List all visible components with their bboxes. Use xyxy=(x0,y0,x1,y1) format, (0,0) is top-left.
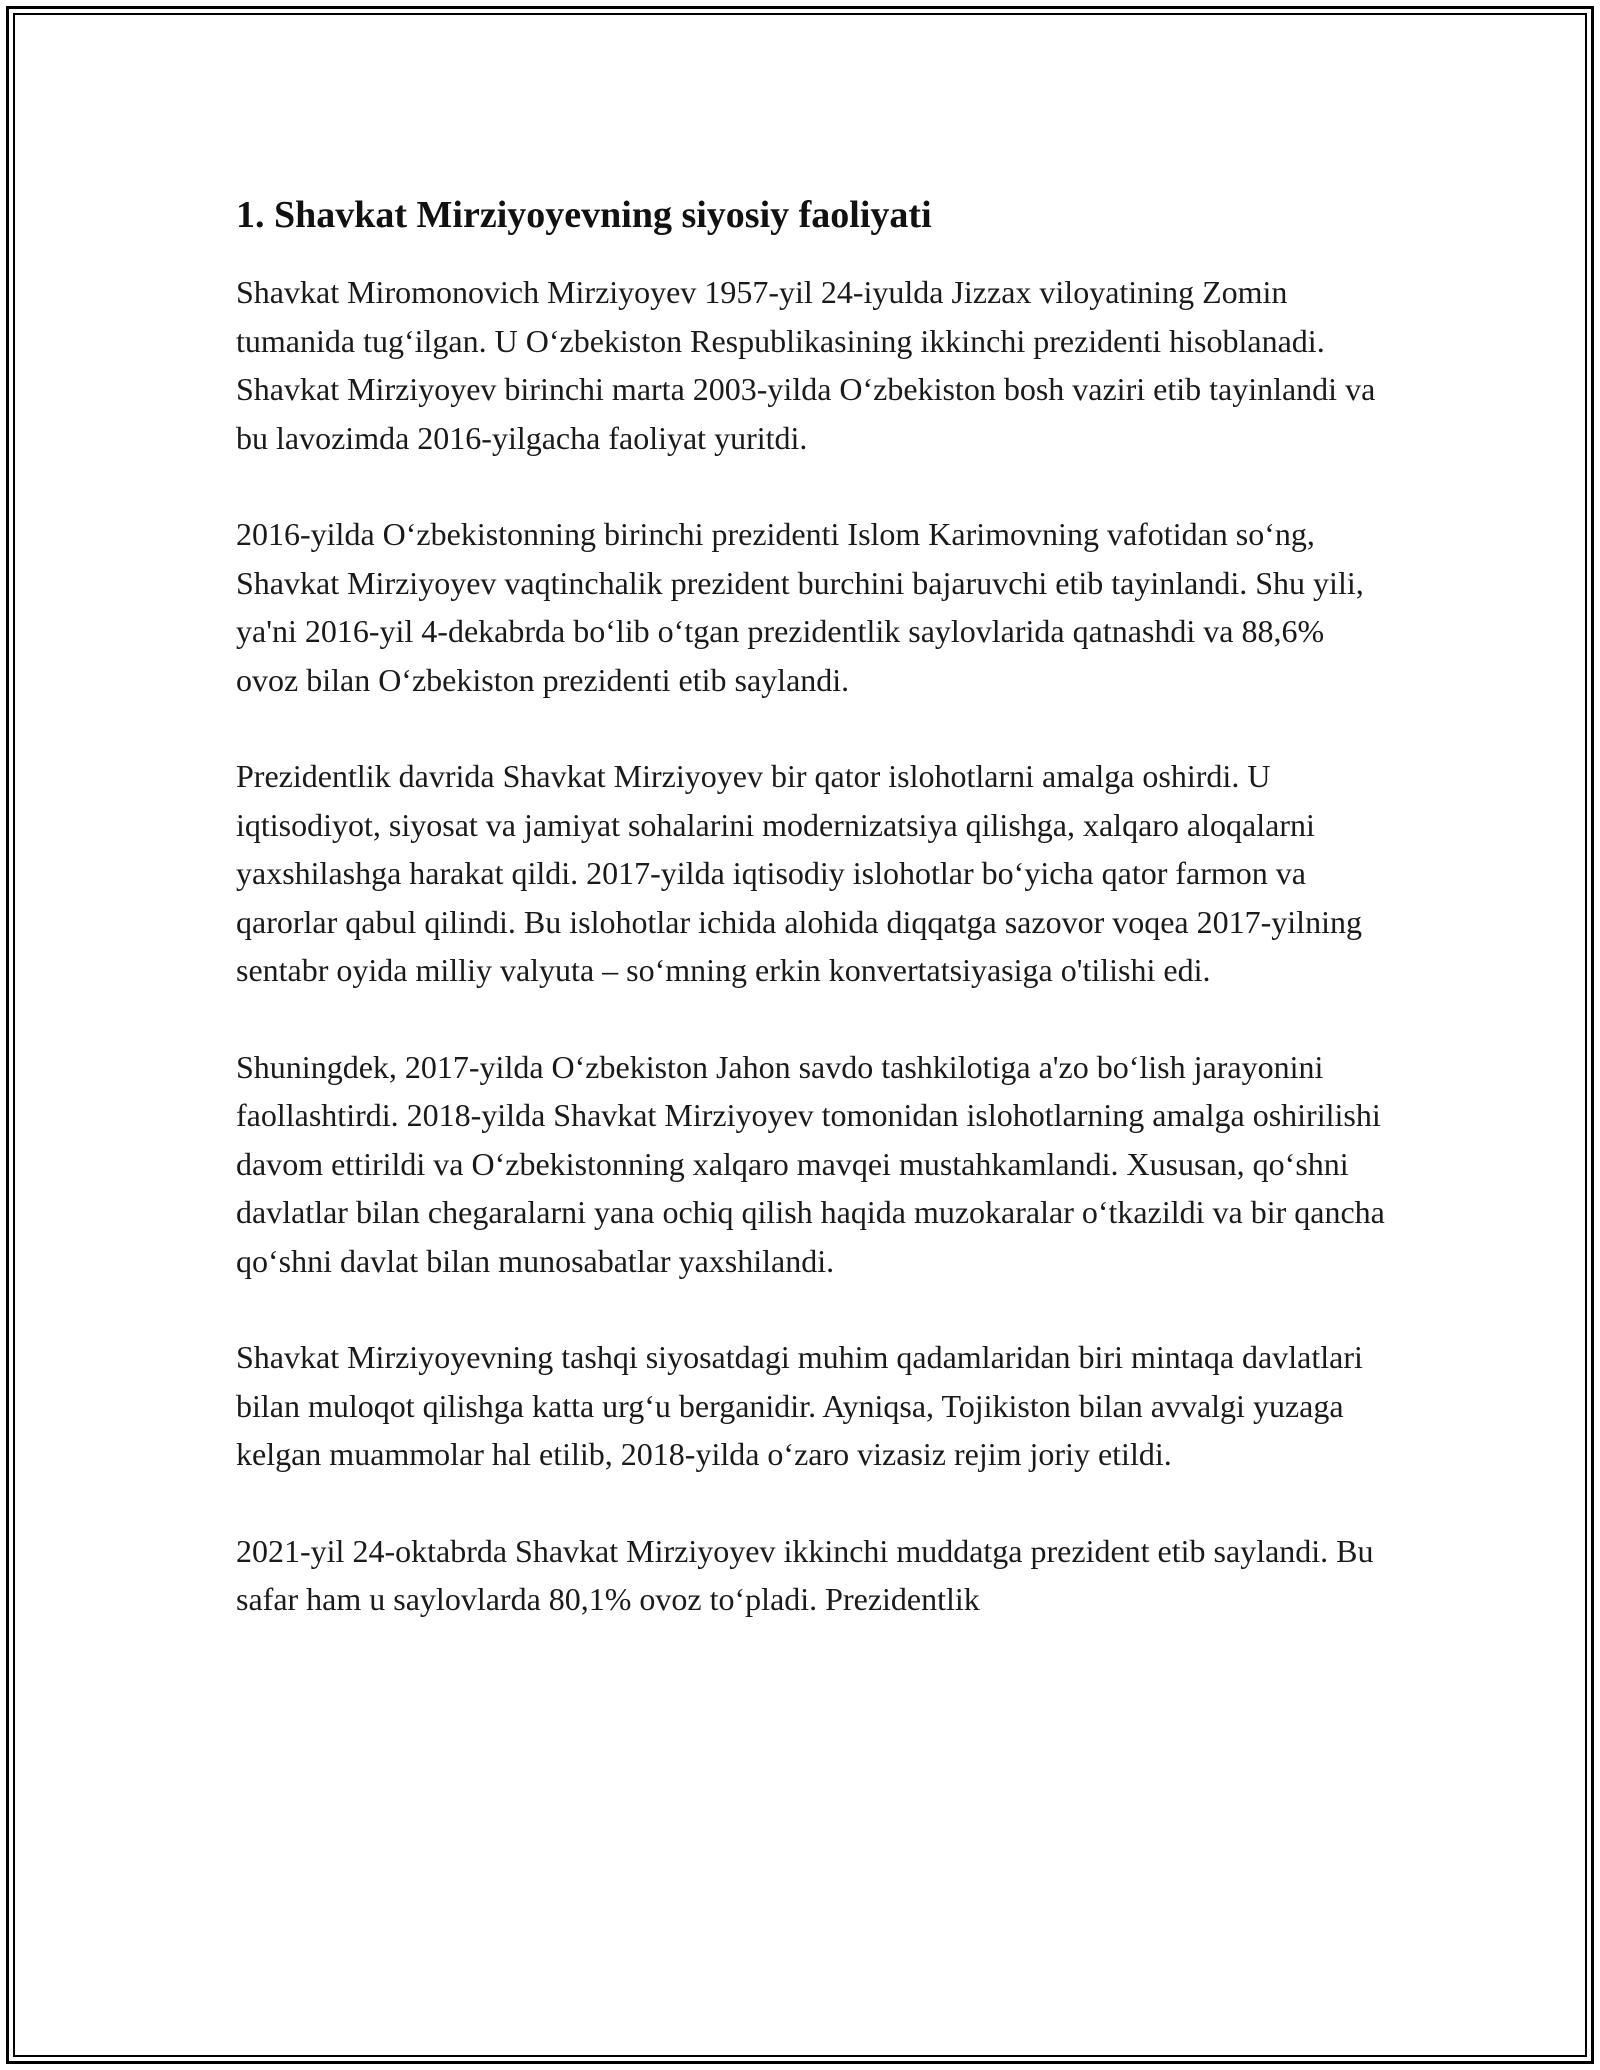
paragraph-6: 2021-yil 24-oktabrda Shavkat Mirziyoyev ikkinchi muddatga prezident etib saylandi. Bu safar ham u saylovlarda 80,1% ovoz to‘pladi. Prezidentlik xyxy=(236,1532,1374,1617)
section-heading: 1. Shavkat Mirziyoyevning siyosiy faoliyati xyxy=(236,194,932,236)
paragraph-2: 2016-yilda O‘zbekistonning birinchi prezidenti Islom Karimovning vafotidan so‘ng, Shavkat Mirziyoyev vaqtinchalik prezident burchini bajaruvchi etib tayinlandi. Shu yili, ya'ni 2016-yil 4-dekabrda bo‘lib o‘tgan prezidentlik saylovlarida qatnashdi va 88,6% ovoz bilan O‘zbekiston prezidenti etib saylandi. xyxy=(236,516,1364,698)
paragraph-3: Prezidentlik davrida Shavkat Mirziyoyev bir qator islohotlarni amalga oshirdi. U iqtisodiyot, siyosat va jamiyat sohalarini modernizatsiya qilishga, xalqaro aloqalarni yaxshilashga harakat qildi. 2017-yilda iqtisodiy islohotlar bo‘yicha qator farmon va qarorlar qabul qilindi. Bu islohotlar ichida alohida diqqatga sazovor voqea 2017-yilning sentabr oyida milliy valyuta – so‘mning erkin konvertatsiyasiga o'tilishi edi. xyxy=(236,758,1362,988)
paragraph-1: Shavkat Miromonovich Mirziyoyev 1957-yil 24-iyulda Jizzax viloyatining Zomin tumanida tug‘ilgan. U O‘zbekiston Respublikasining ikkinchi prezidenti hisoblanadi. Shavkat Mirziyoyev birinchi marta 2003-yilda O‘zbekiston bosh vaziri etib tayinlandi va bu lavozimda 2016-yilgacha faoliyat yuritdi. xyxy=(236,274,1376,456)
document-body xyxy=(236,190,1386,1672)
paragraph-5: Shavkat Mirziyoyevning tashqi siyosatdagi muhim qadamlaridan biri mintaqa davlatlari bilan muloqot qilishga katta urg‘u berganidir. Ayniqsa, Tojikiston bilan avvalgi yuzaga kelgan muammolar hal etilib, 2018-yilda o‘zaro vizasiz rejim joriy etildi. xyxy=(236,1339,1363,1472)
paragraph-4: Shuningdek, 2017-yilda O‘zbekiston Jahon savdo tashkilotiga a'zo bo‘lish jarayonini faollashtirdi. 2018-yilda Shavkat Mirziyoyev tomonidan islohotlarning amalga oshirilishi davom ettirildi va O‘zbekistonning xalqaro mavqei mustahkamlandi. Xususan, qo‘shni davlatlar bilan chegaralarni yana ochiq qilish haqida muzokaralar o‘tkazildi va bir qancha qo‘shni davlat bilan munosabatlar yaxshilandi. xyxy=(236,1048,1385,1279)
